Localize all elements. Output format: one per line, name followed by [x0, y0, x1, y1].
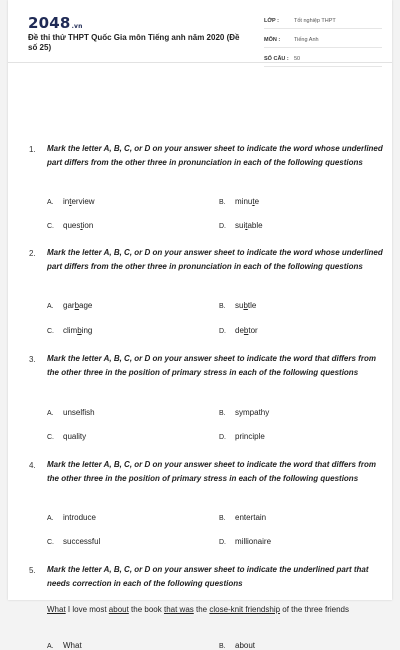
answer-option-b[interactable]: [219, 641, 255, 650]
underlined-letters: t: [245, 221, 248, 230]
option-text: principle: [235, 432, 265, 441]
answer-option-d[interactable]: [219, 537, 271, 546]
meta-row-class: [264, 14, 382, 29]
option-text: sympathy: [235, 408, 270, 417]
answer-option-b[interactable]: [219, 197, 259, 206]
sentence-text: I love most: [65, 605, 109, 614]
answer-option-b[interactable]: [219, 408, 269, 417]
question-number: 1.: [29, 145, 36, 154]
option-letter: A.: [47, 410, 54, 417]
meta-row-subject: [264, 33, 382, 48]
logo-main: 2048: [28, 14, 71, 32]
option-letter: C.: [47, 328, 54, 335]
meta-label: LỚP :: [264, 18, 279, 24]
option-text: about: [235, 641, 256, 650]
meta-label: SỐ CÂU :: [264, 56, 289, 62]
logo-suffix: .vn: [71, 23, 83, 30]
answer-option-d[interactable]: [219, 432, 265, 441]
option-letter: C.: [47, 539, 54, 546]
meta-value: 50: [294, 56, 301, 62]
option-text: subtle: [235, 301, 257, 310]
answer-option-a[interactable]: [47, 641, 82, 650]
sentence-text: the: [193, 605, 210, 614]
meta-row-question-count: [264, 52, 382, 67]
question-number: 3.: [29, 355, 36, 364]
question-prompt: Mark the letter A, B, C, or D on your answer sheet to indicate the word that differs from the other three in the position of primary stress in each of the following questions: [47, 460, 376, 483]
option-text: millionaire: [235, 537, 272, 546]
option-letter: A.: [47, 643, 54, 650]
option-letter: B.: [219, 643, 226, 650]
question-number: 4.: [29, 461, 36, 470]
question-number: 2.: [29, 249, 36, 258]
question-prompt: Mark the letter A, B, C, or D on your answer sheet to indicate the word whose underlined part differs from the other three in pronunciation in each of the following questions: [47, 248, 383, 271]
meta-value: Tiếng Anh: [294, 37, 319, 43]
question-prompt: Mark the letter A, B, C, or D on your answer sheet to indicate the underlined part that needs correction in each of the following questions: [47, 565, 369, 588]
option-letter: D.: [219, 328, 226, 335]
underlined-letters: b: [243, 301, 248, 310]
underlined-letters: t: [80, 221, 83, 230]
answer-option-d[interactable]: [219, 326, 258, 335]
document-title: Đề thi thử THPT Quốc Gia môn Tiếng anh năm 2020 (Đề số 25): [28, 33, 240, 52]
option-letter: B.: [219, 199, 226, 206]
answer-option-a[interactable]: [47, 513, 96, 522]
option-text: successful: [63, 537, 101, 546]
option-text: introduce: [63, 513, 96, 522]
document-page: [8, 0, 392, 650]
option-text: entertain: [235, 513, 267, 522]
option-letter: D.: [219, 539, 226, 546]
exam-meta-table: [264, 14, 382, 71]
question-prompt: Mark the letter A, B, C, or D on your answer sheet to indicate the word that differs from the other three in the position of primary stress in each of the following questions: [47, 354, 376, 377]
underlined-letters: b: [74, 301, 80, 310]
option-letter: D.: [219, 223, 226, 230]
sentence-text: the book: [128, 605, 164, 614]
option-letter: A.: [47, 199, 54, 206]
underlined-letters: t: [252, 197, 255, 206]
option-text: minute: [235, 197, 260, 206]
question-number: 5.: [29, 566, 36, 575]
sentence-text: of the three friends: [280, 605, 349, 614]
option-letter: C.: [47, 223, 54, 230]
option-text: unselfish: [63, 408, 95, 417]
question-prompt: Mark the letter A, B, C, or D on your answer sheet to indicate the word whose underlined part differs from the other three in pronunciation in each of the following questions: [47, 144, 383, 167]
option-letter: C.: [47, 434, 54, 441]
question-sentence: [47, 603, 382, 617]
answer-option-c[interactable]: [47, 221, 93, 230]
answer-option-d[interactable]: [219, 221, 263, 230]
option-letter: B.: [219, 515, 226, 522]
option-text: suitable: [235, 221, 263, 230]
answer-option-a[interactable]: [47, 301, 92, 310]
option-text: What: [63, 641, 82, 650]
underlined-part: What: [47, 605, 66, 614]
option-text: debtor: [235, 326, 258, 335]
option-letter: D.: [219, 434, 226, 441]
document-header: [8, 0, 392, 63]
answer-option-c[interactable]: [47, 432, 86, 441]
option-letter: A.: [47, 515, 54, 522]
option-text: quality: [63, 432, 87, 441]
meta-value: Tốt nghiệp THPT: [294, 18, 336, 24]
underlined-part: that was: [163, 605, 194, 614]
option-letter: B.: [219, 303, 226, 310]
option-text: interview: [63, 197, 95, 206]
underlined-letters: b: [77, 326, 82, 335]
option-text: garbage: [63, 301, 93, 310]
option-letter: B.: [219, 410, 226, 417]
answer-option-c[interactable]: [47, 326, 92, 335]
answer-option-a[interactable]: [47, 197, 95, 206]
site-logo[interactable]: [28, 14, 83, 32]
answer-option-a[interactable]: [47, 408, 95, 417]
underlined-letters: t: [69, 197, 72, 206]
underlined-part: close-knit friendship: [209, 605, 281, 614]
option-text: climbing: [63, 326, 93, 335]
answer-option-c[interactable]: [47, 537, 100, 546]
option-letter: A.: [47, 303, 54, 310]
meta-label: MÔN :: [264, 37, 281, 43]
answer-option-b[interactable]: [219, 513, 266, 522]
underlined-part: about: [108, 605, 129, 614]
underlined-letters: b: [243, 326, 249, 335]
answer-option-b[interactable]: [219, 301, 256, 310]
option-text: question: [63, 221, 94, 230]
